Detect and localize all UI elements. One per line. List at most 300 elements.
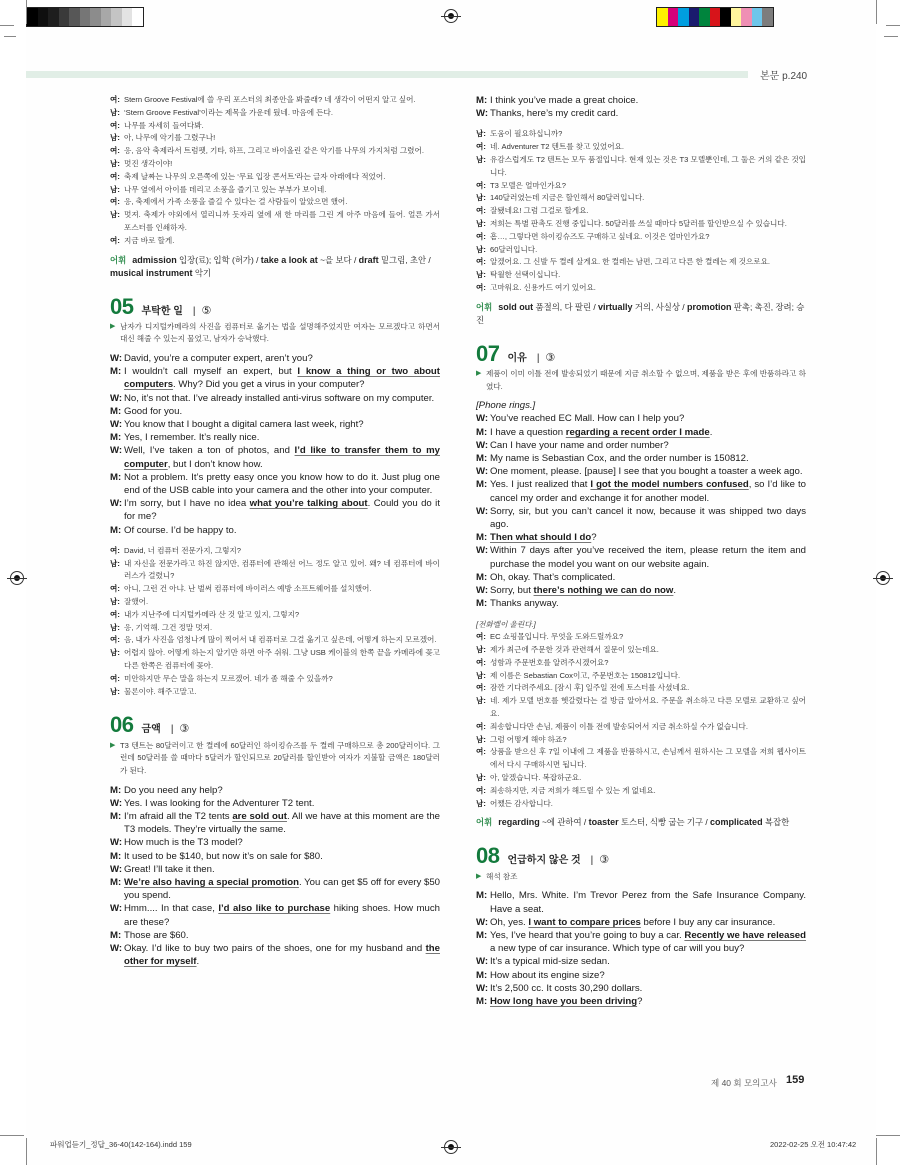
gray-calibration-bar — [26, 7, 144, 27]
speaker-label: W: — [110, 445, 123, 457]
line-text: Yes, I remember. It’s really nice. — [124, 432, 260, 444]
speaker-label: M: — [110, 876, 122, 888]
right-column — [476, 94, 806, 1008]
color-swatch — [38, 8, 49, 26]
line-text: Yes. I was looking for the Adventurer T2 tent. — [124, 797, 315, 809]
question-topic: 이유 — [507, 352, 527, 364]
q07-explanation: ▶ 제품이 이미 이틀 전에 발송되었기 때문에 지금 취소할 수 없으며, 제품을 받은 후에 반품하라고 하였다. — [476, 368, 806, 393]
q04-vocabulary: 어휘 admission 입장(료); 입학 (허가) / take a look at ~을 보다 / draft 밑그림, 초안 / musical instrument 악기 — [110, 254, 431, 278]
color-swatch — [710, 8, 721, 26]
color-swatch — [668, 8, 679, 26]
crop-mark — [26, 1138, 27, 1165]
dialog-line — [110, 850, 440, 863]
line-text: 멋져. 축제가 야외에서 열리니까 돗자리 옆에 새 한 마리를 그린 게 아주 마음에 들어. 얼른 가서 포스터를 인쇄하자. — [124, 210, 440, 232]
speaker-label: M: — [476, 453, 488, 465]
speaker-label: 남: — [476, 270, 486, 280]
speaker-label: M: — [110, 810, 122, 822]
line-text: Then what should I do? — [490, 532, 597, 544]
color-swatch — [132, 8, 143, 26]
speaker-label: 여: — [476, 683, 486, 693]
question-topic: 부탁한 일 — [141, 305, 183, 317]
speaker-label: 남: — [110, 686, 120, 696]
dialog-line — [110, 431, 440, 444]
vocab-label: 어휘 — [110, 254, 127, 265]
line-text: Hello, Mrs. White. I’m Trevor Perez from the Safe Insurance Company. Have a seat. — [490, 890, 806, 915]
line-text: 유감스럽게도 T2 텐트는 모두 품절입니다. 현재 있는 것은 T3 모델뿐인데, 그 둘은 거의 같은 것입니다. — [490, 155, 806, 177]
key-phrase: the other for myself — [124, 942, 440, 968]
line-text: 축제 날짜는 나무의 오른쪽에 있는 ‘무료 입장 콘서트’라는 글자 아래에다 적었어. — [124, 171, 386, 181]
translation-line — [110, 184, 440, 197]
speaker-label: 여: — [476, 142, 486, 152]
speaker-label: 여: — [476, 632, 486, 642]
speaker-label: W: — [110, 797, 123, 809]
dialog-line — [476, 982, 806, 995]
vocab-label: 어휘 — [476, 301, 493, 312]
translation-line — [476, 205, 806, 218]
line-text: 내가 지난주에 디지털카메라 산 것 알고 있지, 그렇지? — [124, 609, 300, 619]
dialog-line — [476, 465, 806, 478]
translation-line — [110, 686, 440, 699]
dialog-line — [476, 531, 806, 544]
registration-mark-icon — [444, 1140, 458, 1154]
speaker-label: 여: — [110, 545, 120, 555]
speaker-label: M: — [110, 524, 122, 536]
vocab-word: virtually — [598, 301, 633, 312]
registration-mark-icon — [10, 571, 24, 585]
color-swatch — [27, 8, 38, 26]
exam-label: 제 40 회 모의고사 — [711, 1078, 777, 1088]
key-phrase: I’d like to transfer them to my computer — [124, 445, 440, 470]
q06-translation — [476, 128, 806, 294]
speaker-label: W: — [476, 982, 489, 994]
speaker-label: 여: — [110, 146, 120, 156]
dialog-line — [110, 836, 440, 849]
speaker-label: 남: — [110, 597, 120, 607]
dialog-line — [476, 107, 806, 120]
dialog-line — [476, 544, 806, 570]
line-text: 흠…, 그렇다면 하이킹슈즈도 구매하고 싶네요. 이것은 얼마인가요? — [490, 231, 710, 241]
dialog-line — [476, 929, 806, 955]
line-text: I think you’ve made a great choice. — [490, 95, 639, 106]
speaker-label: W: — [476, 585, 489, 597]
speaker-label: 남: — [110, 648, 120, 658]
question-topic: 금액 — [141, 724, 161, 736]
speaker-label: W: — [110, 419, 123, 431]
translation-line — [476, 128, 806, 141]
q06-explanation: ▶ T3 텐트는 80달러이고 한 켤레에 60달러인 하이킹슈즈를 두 켤레 구매하므로 총 200달러이다. 그런데 50달러를 쓸 때마다 5달러가 할인되므로 20달러를 할인받아 여자가 지불할 금액은 180달러가 된다. — [110, 740, 440, 778]
translation-line — [476, 282, 806, 295]
color-swatch — [678, 8, 689, 26]
speaker-label: 여: — [476, 282, 486, 292]
speaker-label: W: — [110, 863, 123, 875]
speaker-label: 여: — [476, 721, 486, 731]
line-text: Thanks, here’s my credit card. — [490, 108, 619, 120]
line-text: It’s 2,500 cc. It costs 30,290 dollars. — [490, 982, 643, 994]
crop-mark — [876, 0, 877, 24]
line-text: I wouldn’t call myself an expert, but I know a thing or two about computers. Why? Did you get a virus in your computer? — [124, 366, 440, 391]
color-swatch — [69, 8, 80, 26]
line-text: How long have you been driving? — [490, 995, 643, 1007]
translation-line — [476, 192, 806, 205]
line-text: Yes, I’ve heard that you’re going to buy a car. Recently we have released a new type of car insurance. Which type of car will you buy? — [490, 929, 807, 955]
speaker-label: W: — [110, 498, 123, 510]
line-text: 죄송합니다만 손님, 제품이 이틀 전에 발송되어서 지금 취소하실 수가 없습니다. — [490, 721, 748, 731]
line-text: 그럼 어떻게 해야 하죠? — [490, 734, 567, 744]
speaker-label: W: — [476, 439, 489, 451]
speaker-label: 남: — [476, 218, 486, 228]
speaker-label: W: — [110, 392, 123, 404]
q05-dialog — [110, 352, 440, 537]
key-phrase: regarding a recent order I made — [565, 426, 710, 438]
dialog-line — [476, 571, 806, 584]
line-text: 잠깐 기다려주세요. [잠시 후] 일주일 전에 토스터를 사셨네요. — [490, 683, 690, 693]
speaker-label: W: — [476, 505, 489, 517]
key-phrase: I’d also like to purchase — [218, 903, 331, 915]
line-text: I have a question regarding a recent order I made. — [490, 426, 713, 438]
q08-header — [476, 843, 806, 869]
translation-line — [476, 644, 806, 657]
dialog-line — [110, 392, 440, 405]
translation-line — [110, 107, 440, 120]
speaker-label: M: — [476, 95, 488, 106]
dialog-line — [110, 942, 440, 968]
line-text: 네. Adventurer T2 텐트를 찾고 있었어요. — [490, 142, 624, 152]
vocab-word: musical instrument — [110, 267, 193, 278]
dialog-line — [110, 902, 440, 928]
translation-line — [476, 218, 806, 231]
speaker-label: M: — [476, 532, 488, 544]
vocab-word: promotion — [686, 301, 732, 312]
translation-line — [110, 196, 440, 209]
dialog-line — [476, 94, 806, 107]
line-text: I’m afraid all the T2 tents are sold out. All we have at this moment are the T3 models. They’re virtually the same. — [124, 810, 440, 836]
translation-line — [110, 622, 440, 635]
file-slug: 파워업듣기_정답_36-40(142-164).indd 159 — [50, 1140, 192, 1149]
q07-translation — [476, 631, 806, 810]
line-text: ‘Stern Groove Festival’이라는 제목을 가운데 뒀네. 마음에 든다. — [124, 107, 333, 117]
translation-line — [110, 94, 440, 107]
color-swatch — [752, 8, 763, 26]
speaker-label: M: — [476, 571, 488, 583]
line-text: No, it’s not that. I’ve already installed anti-virus software on my computer. — [124, 392, 435, 404]
crop-mark — [884, 36, 898, 37]
line-text: Stern Groove Festival에 쓸 우리 포스터의 최종안을 봐줄래? 네 생각이 어떤지 알고 싶어. — [124, 95, 416, 104]
speaker-label: 남: — [110, 622, 120, 632]
line-text: We’re also having a special promotion. You can get $5 off for every $50 you spend. — [124, 876, 440, 902]
q06-dialog — [110, 784, 440, 969]
color-swatch — [59, 8, 70, 26]
speaker-label: M: — [110, 405, 122, 417]
translation-line — [476, 721, 806, 734]
translation-line — [110, 145, 440, 158]
line-text: 60달러입니다. — [490, 244, 538, 254]
speaker-label: 여: — [110, 673, 120, 683]
speaker-label: M: — [476, 598, 488, 610]
q08-dialog — [476, 889, 806, 1008]
line-text: 나무 옆에서 아이를 데리고 소풍을 즐기고 있는 부부가 보이네. — [124, 184, 327, 194]
crop-mark — [886, 25, 900, 26]
registration-mark-icon — [876, 571, 890, 585]
speaker-label: M: — [110, 471, 122, 483]
answer-number: ③ — [179, 723, 190, 736]
speaker-label: M: — [110, 366, 122, 378]
translation-line — [110, 634, 440, 647]
line-text: Great! I’ll take it then. — [124, 863, 215, 875]
line-text: Within 7 days after you’ve received the item, please return the item and purchase the model you want on our website again. — [490, 545, 806, 570]
triangle-bullet-icon: ▶ — [110, 322, 116, 330]
line-text: EC 쇼핑몰입니다. 무엇을 도와드릴까요? — [490, 632, 624, 642]
key-phrase: are sold out — [232, 810, 287, 822]
line-text: One moment, please. [pause] I see that you bought a toaster a week ago. — [490, 466, 803, 478]
q07-vocabulary: 어휘 regarding ~에 관하여 / toaster 토스터, 식빵 굽는 기구 / complicated 복잡한 — [476, 817, 790, 828]
speaker-label: 여: — [476, 785, 486, 795]
line-text: Oh, yes. I want to compare prices before I buy any car insurance. — [490, 916, 776, 928]
speaker-label: 여: — [110, 584, 120, 594]
dialog-line — [110, 784, 440, 797]
dialog-line — [476, 584, 806, 597]
key-phrase: We’re also having a special promotion — [124, 876, 299, 888]
line-text: How much is the T3 model? — [124, 837, 243, 849]
translation-line — [476, 785, 806, 798]
registration-mark-icon — [444, 9, 458, 23]
translation-line — [110, 558, 440, 584]
line-text: 아, 알겠습니다. 복잡하군요. — [490, 773, 582, 783]
vocab-word: draft — [358, 254, 379, 265]
line-text: 응, 음악 축제라서 트럼펫, 기타, 하프, 그리고 바이올린 같은 악기를 나무의 가지처럼 그렸어. — [124, 146, 424, 156]
line-text: 어쨌든 감사합니다. — [490, 798, 553, 808]
translation-line — [476, 772, 806, 785]
line-text: 저희는 특별 판촉도 진행 중입니다. 50달러를 쓰실 때마다 5달러를 할인받으실 수 있습니다. — [490, 218, 787, 228]
crop-mark — [26, 0, 27, 24]
dialog-line — [110, 444, 440, 470]
line-text: 음, 내가 사진을 엄청나게 많이 찍어서 내 컴퓨터로 그걸 옮기고 싶은데, 어떻게 하는지 모르겠어. — [124, 635, 437, 645]
line-text: 140달러였는데 지금은 할인해서 80달러입니다. — [490, 193, 645, 203]
color-swatch — [111, 8, 122, 26]
translation-line — [110, 120, 440, 133]
separator: | — [170, 724, 174, 736]
translation-line — [110, 647, 440, 673]
speaker-label: 남: — [476, 734, 486, 744]
speaker-label: M: — [110, 784, 122, 796]
line-text: Can I have your name and order number? — [490, 439, 669, 451]
translation-line — [476, 256, 806, 269]
vocab-label: 어휘 — [476, 817, 493, 828]
speaker-label: W: — [476, 108, 489, 120]
speaker-label: 남: — [110, 158, 120, 168]
line-text: 상품을 받으신 후 7일 이내에 그 제품을 반품하시고, 손님께서 원하시는 그 모델을 저희 웹사이트에서 다시 구매하시면 됩니다. — [490, 747, 806, 770]
dialog-line — [110, 418, 440, 431]
q07-header — [476, 340, 806, 366]
color-calibration-bar — [656, 7, 774, 27]
dialog-line — [476, 412, 806, 425]
speaker-label: 남: — [476, 155, 486, 164]
key-phrase: How long have you been driving — [490, 995, 638, 1007]
speaker-label: W: — [110, 353, 123, 365]
translation-line — [110, 209, 440, 235]
speaker-label: 여: — [110, 197, 120, 207]
speaker-label: W: — [476, 413, 489, 425]
question-number: 08 — [476, 843, 500, 869]
speaker-label: M: — [110, 432, 122, 444]
translation-line — [110, 235, 440, 248]
translation-line — [110, 673, 440, 686]
color-swatch — [731, 8, 742, 26]
vocab-word: take a look at — [260, 254, 318, 265]
crop-mark — [4, 36, 16, 37]
color-swatch — [762, 8, 773, 26]
dialog-line — [476, 955, 806, 968]
triangle-bullet-icon: ▶ — [476, 370, 482, 378]
answer-number: ⑤ — [201, 304, 212, 317]
dialog-line — [110, 497, 440, 523]
line-text: Those are $60. — [124, 929, 189, 941]
key-phrase: I know a thing or two about computers — [124, 366, 440, 391]
line-text: Hmm.... In that case, I’d also like to purchase hiking shoes. How much are these? — [124, 903, 441, 928]
question-number: 05 — [110, 293, 134, 319]
triangle-bullet-icon: ▶ — [110, 741, 116, 749]
crop-mark — [0, 1135, 24, 1136]
key-phrase: what you’re talking about — [249, 498, 368, 510]
dialog-line — [476, 916, 806, 929]
dialog-line — [476, 889, 806, 915]
answer-number: ③ — [545, 351, 556, 364]
line-text: David, 너 컴퓨터 전문가지, 그렇지? — [124, 545, 241, 555]
line-text: 잘됐네요! 그럼 그걸로 할게요. — [490, 206, 589, 216]
q05-header — [110, 293, 440, 319]
vocab-word: complicated — [710, 817, 763, 828]
dialog-line — [110, 797, 440, 810]
q04-translation — [110, 94, 440, 248]
speaker-label: W: — [476, 916, 489, 928]
speaker-label: 남: — [110, 210, 120, 220]
vocab-word: regarding — [498, 817, 540, 828]
line-text: 물론이야. 해주고말고. — [124, 686, 197, 696]
q06-dialog-end — [476, 94, 806, 120]
line-text: You’ve reached EC Mall. How can I help you? — [490, 413, 685, 425]
line-text: It’s a typical mid-size sedan. — [490, 956, 610, 968]
stage-direction: [Phone rings.] — [476, 400, 536, 412]
speaker-label: W: — [110, 942, 123, 954]
speaker-label: W: — [476, 956, 489, 968]
speaker-label: W: — [476, 545, 489, 557]
color-swatch — [657, 8, 668, 26]
dialog-line — [110, 352, 440, 365]
separator: | — [590, 855, 594, 867]
speaker-label: M: — [110, 929, 122, 941]
speaker-label: 남: — [110, 133, 120, 143]
line-text: You know that I bought a digital camera last week, right? — [124, 419, 364, 431]
line-text: Thanks anyway. — [490, 598, 559, 610]
dialog-line — [110, 929, 440, 942]
speaker-label: 남: — [476, 645, 486, 655]
crop-mark — [876, 1135, 900, 1136]
line-text: Well, I’ve taken a ton of photos, and I’d like to transfer them to my computer, but I don’t know how. — [124, 445, 440, 470]
dialog-line — [110, 876, 440, 902]
translation-line — [476, 657, 806, 670]
translation-line — [476, 734, 806, 747]
crop-mark — [0, 25, 14, 26]
line-text: 잘했어. — [124, 597, 149, 607]
line-text: Yes. I just realized that I got the model numbers confused, so I’d like to cancel my order and exchange it for another model. — [490, 479, 806, 504]
line-text: 멋진 생각이야! — [124, 158, 173, 168]
dialog-line — [110, 863, 440, 876]
translation-line — [476, 798, 806, 811]
translation-line — [110, 158, 440, 171]
line-text: I’m sorry, but I have no idea what you’re talking about. Could you do it for me? — [124, 498, 440, 523]
key-phrase: I want to compare prices — [528, 916, 641, 928]
translation-line — [476, 141, 806, 154]
line-text: 내 자신을 전문가라고 하진 않지만, 컴퓨터에 관해선 어느 정도 알고 있어. 왜? 네 컴퓨터에 바이러스가 걸렸니? — [124, 558, 440, 581]
speaker-label: 여: — [476, 747, 486, 757]
page-number: 159 — [786, 1074, 805, 1086]
line-text: 응, 축제에서 가족 소풍을 즐길 수 있다는 걸 사람들이 알았으면 했어. — [124, 197, 348, 207]
answer-number: ③ — [599, 854, 610, 867]
line-text: 도움이 필요하십니까? — [490, 129, 563, 139]
question-number: 06 — [110, 712, 134, 738]
stage-direction-kr: [전화벨이 울린다.] — [476, 619, 536, 629]
dialog-line — [476, 452, 806, 465]
vocab-word: sold out — [498, 301, 534, 312]
line-text: Do you need any help? — [124, 784, 223, 796]
line-text: Sorry, sir, but you can’t cancel it now, because it was shipped two days ago. — [490, 505, 806, 531]
speaker-label: 여: — [110, 235, 120, 245]
speaker-label: 여: — [110, 171, 120, 181]
speaker-label: W: — [110, 903, 123, 915]
line-text: 제가 최근에 주문한 것과 관련해서 질문이 있는데요. — [490, 645, 659, 655]
q06-vocabulary: 어휘 sold out 품절의, 다 팔린 / virtually 거의, 사실상 / promotion 판촉; 촉진, 장려; 승진 — [476, 301, 805, 325]
line-text: 미안하지만 무슨 말을 하는지 모르겠어. 네가 좀 해줄 수 있을까? — [124, 673, 333, 683]
key-phrase: there’s nothing we can do now — [533, 585, 674, 597]
speaker-label: 남: — [476, 129, 486, 139]
separator: | — [536, 352, 540, 364]
speaker-label: W: — [476, 466, 489, 478]
translation-line — [476, 154, 806, 180]
speaker-label: 남: — [476, 244, 486, 254]
speaker-label: 남: — [110, 107, 120, 117]
line-text: How about its engine size? — [490, 969, 605, 981]
color-swatch — [48, 8, 59, 26]
speaker-label: 남: — [110, 558, 120, 568]
translation-line — [476, 269, 806, 282]
q05-explanation: ▶ 남자가 디지털카메라의 사진을 컴퓨터로 옮기는 법을 설명해주었지만 여자는 모르겠다고 하면서 대신 해줄 수 있는지 물었고, 남자가 승낙했다. — [110, 321, 440, 346]
line-text: T3 모델은 얼마인가요? — [490, 180, 566, 190]
translation-line — [476, 695, 806, 721]
line-text: 고마워요. 신용카드 여기 있어요. — [490, 282, 596, 292]
line-text: 제 이름은 Sebastian Cox이고, 주문번호는 150812입니다. — [490, 670, 681, 680]
triangle-bullet-icon: ▶ — [476, 872, 482, 880]
line-text: 응, 기억해. 그건 정말 멋져. — [124, 622, 213, 632]
line-text: My name is Sebastian Cox, and the order number is 150812. — [490, 453, 749, 465]
speaker-label: 여: — [476, 231, 486, 241]
speaker-label: 여: — [476, 180, 486, 190]
dialog-line — [110, 471, 440, 497]
speaker-label: 여: — [110, 609, 120, 619]
line-text: 아니, 그런 건 아냐. 난 벌써 컴퓨터에 바이러스 예방 소프트웨어를 설치했어. — [124, 584, 372, 594]
line-text: Not a problem. It’s pretty easy once you know how to do it. Just plug one end of the USB cable into your camera and the other into your computer. — [124, 471, 440, 497]
translation-line — [110, 583, 440, 596]
separator: | — [192, 305, 196, 317]
dialog-line — [110, 524, 440, 537]
translation-line — [110, 596, 440, 609]
speaker-label: M: — [476, 426, 488, 438]
line-text: It used to be $140, but now it’s on sale for $80. — [124, 850, 323, 862]
speaker-label: 남: — [476, 670, 486, 680]
line-text: David, you’re a computer expert, aren’t you? — [124, 353, 313, 365]
question-number: 07 — [476, 340, 500, 366]
line-text: Of course. I’d be happy to. — [124, 524, 237, 536]
line-text: Okay. I’d like to buy two pairs of the shoes, one for my husband and the other for myself. — [124, 942, 440, 968]
line-text: Good for you. — [124, 405, 183, 417]
